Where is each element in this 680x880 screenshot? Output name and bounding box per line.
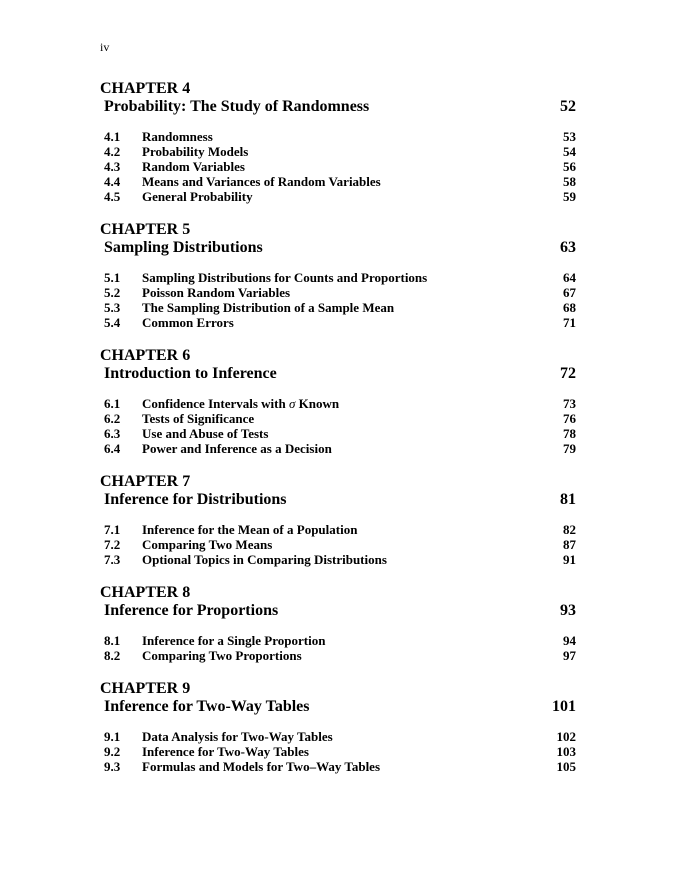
section-row (100, 300, 576, 315)
section-title: Comparing Two Proportions (142, 648, 302, 663)
section-page: 53 (563, 129, 576, 144)
section-page: 71 (563, 315, 576, 330)
section-number: 5.3 (104, 300, 121, 315)
section-row (100, 189, 576, 204)
section-page: 76 (563, 411, 576, 426)
section-page: 56 (563, 159, 576, 174)
section-title: Optional Topics in Comparing Distributions (142, 552, 387, 567)
chapter-title: Probability: The Study of Randomness (104, 98, 370, 115)
chapter-title: Inference for Two-Way Tables (104, 698, 310, 715)
section-title: Sampling Distributions for Counts and Proportions (142, 270, 428, 285)
section-page: 94 (563, 633, 576, 648)
section-title (142, 396, 563, 411)
table-of-contents (100, 80, 576, 791)
section-title: Poisson Random Variables (142, 285, 291, 300)
section-page: 54 (563, 144, 576, 159)
section-title: General Probability (142, 189, 253, 204)
section-title: Data Analysis for Two-Way Tables (142, 729, 333, 744)
section-page: 64 (563, 270, 576, 285)
page-number: iv (100, 40, 110, 54)
chapter-page: 101 (552, 698, 576, 715)
chapter-5 (100, 221, 576, 330)
section-title-text: Confidence Intervals with (142, 396, 289, 411)
section-row (100, 552, 576, 567)
section-title: Inference for Two-Way Tables (142, 744, 309, 759)
section-title: Common Errors (142, 315, 234, 330)
section-title: Use and Abuse of Tests (142, 426, 269, 441)
section-page: 58 (563, 174, 576, 189)
chapter-title: Introduction to Inference (104, 365, 277, 382)
section-row (100, 537, 576, 552)
chapter-title-row (100, 698, 576, 716)
chapter-title-row (100, 491, 576, 509)
chapter-label: CHAPTER 5 (100, 221, 191, 238)
chapter-page: 63 (560, 239, 576, 256)
section-page: 82 (563, 522, 576, 537)
section-row (100, 270, 576, 285)
chapter-page: 93 (560, 602, 576, 619)
section-page: 79 (563, 441, 576, 456)
section-number: 7.1 (104, 522, 121, 537)
section-title: Randomness (142, 129, 213, 144)
section-title: Means and Variances of Random Variables (142, 174, 381, 189)
section-number: 4.1 (104, 129, 121, 144)
section-row (100, 285, 576, 300)
section-page: 91 (563, 552, 576, 567)
section-number: 8.1 (104, 633, 121, 648)
chapter-8 (100, 584, 576, 663)
section-row (100, 411, 576, 426)
section-row (100, 426, 576, 441)
section-page: 102 (556, 729, 576, 744)
section-title: Random Variables (142, 159, 245, 174)
section-row (100, 396, 576, 411)
section-page: 105 (556, 759, 576, 774)
section-number: 5.2 (104, 285, 121, 300)
section-title: Tests of Significance (142, 411, 255, 426)
section-row (100, 744, 576, 759)
section-page: 87 (563, 537, 576, 552)
section-number: 9.1 (104, 729, 121, 744)
section-title: Inference for a Single Proportion (142, 633, 326, 648)
section-row (100, 648, 576, 663)
section-number: 6.4 (104, 441, 121, 456)
chapter-label: CHAPTER 8 (100, 584, 191, 601)
sigma-symbol: σ (288, 396, 296, 411)
chapter-page: 52 (560, 98, 576, 115)
chapter-label: CHAPTER 6 (100, 347, 191, 364)
section-number: 4.4 (104, 174, 121, 189)
section-page: 97 (563, 648, 576, 663)
section-number: 9.3 (104, 759, 121, 774)
section-row (100, 633, 576, 648)
section-number: 7.3 (104, 552, 121, 567)
chapter-7 (100, 473, 576, 567)
chapter-page: 72 (560, 365, 576, 382)
chapter-6 (100, 347, 576, 456)
section-title: Power and Inference as a Decision (142, 441, 332, 456)
section-title: Comparing Two Means (142, 537, 273, 552)
section-number: 5.1 (104, 270, 121, 285)
section-page: 78 (563, 426, 576, 441)
section-page: 68 (563, 300, 576, 315)
section-number: 4.3 (104, 159, 121, 174)
chapter-title-row (100, 98, 576, 116)
chapter-title-row (100, 602, 576, 620)
chapter-title: Inference for Distributions (104, 491, 287, 508)
section-row (100, 159, 576, 174)
section-number: 8.2 (104, 648, 121, 663)
section-title: The Sampling Distribution of a Sample Mean (142, 300, 395, 315)
section-row (100, 522, 576, 537)
chapter-9 (100, 680, 576, 774)
chapter-label: CHAPTER 7 (100, 473, 191, 490)
section-page: 67 (563, 285, 576, 300)
chapter-label: CHAPTER 9 (100, 680, 191, 697)
section-page: 73 (563, 396, 576, 411)
chapter-label: CHAPTER 4 (100, 80, 191, 97)
section-row (100, 315, 576, 330)
section-row (100, 441, 576, 456)
section-title: Probability Models (142, 144, 249, 159)
section-page: 103 (556, 744, 576, 759)
section-number: 4.2 (104, 144, 121, 159)
section-row (100, 129, 576, 144)
section-title-text: Known (295, 396, 340, 411)
section-row (100, 144, 576, 159)
section-number: 6.3 (104, 426, 121, 441)
section-row (100, 729, 576, 744)
section-title: Inference for the Mean of a Population (142, 522, 358, 537)
section-number: 6.1 (104, 396, 121, 411)
section-number: 6.2 (104, 411, 121, 426)
chapter-page: 81 (560, 491, 576, 508)
chapter-4 (100, 80, 576, 204)
section-number: 5.4 (104, 315, 121, 330)
section-number: 9.2 (104, 744, 121, 759)
section-row (100, 759, 576, 774)
chapter-title: Inference for Proportions (104, 602, 279, 619)
section-page: 59 (563, 189, 576, 204)
section-number: 7.2 (104, 537, 121, 552)
section-title: Formulas and Models for Two–Way Tables (142, 759, 381, 774)
chapter-title-row (100, 365, 576, 383)
chapter-title: Sampling Distributions (104, 239, 263, 256)
section-row (100, 174, 576, 189)
chapter-title-row (100, 239, 576, 257)
section-number: 4.5 (104, 189, 121, 204)
